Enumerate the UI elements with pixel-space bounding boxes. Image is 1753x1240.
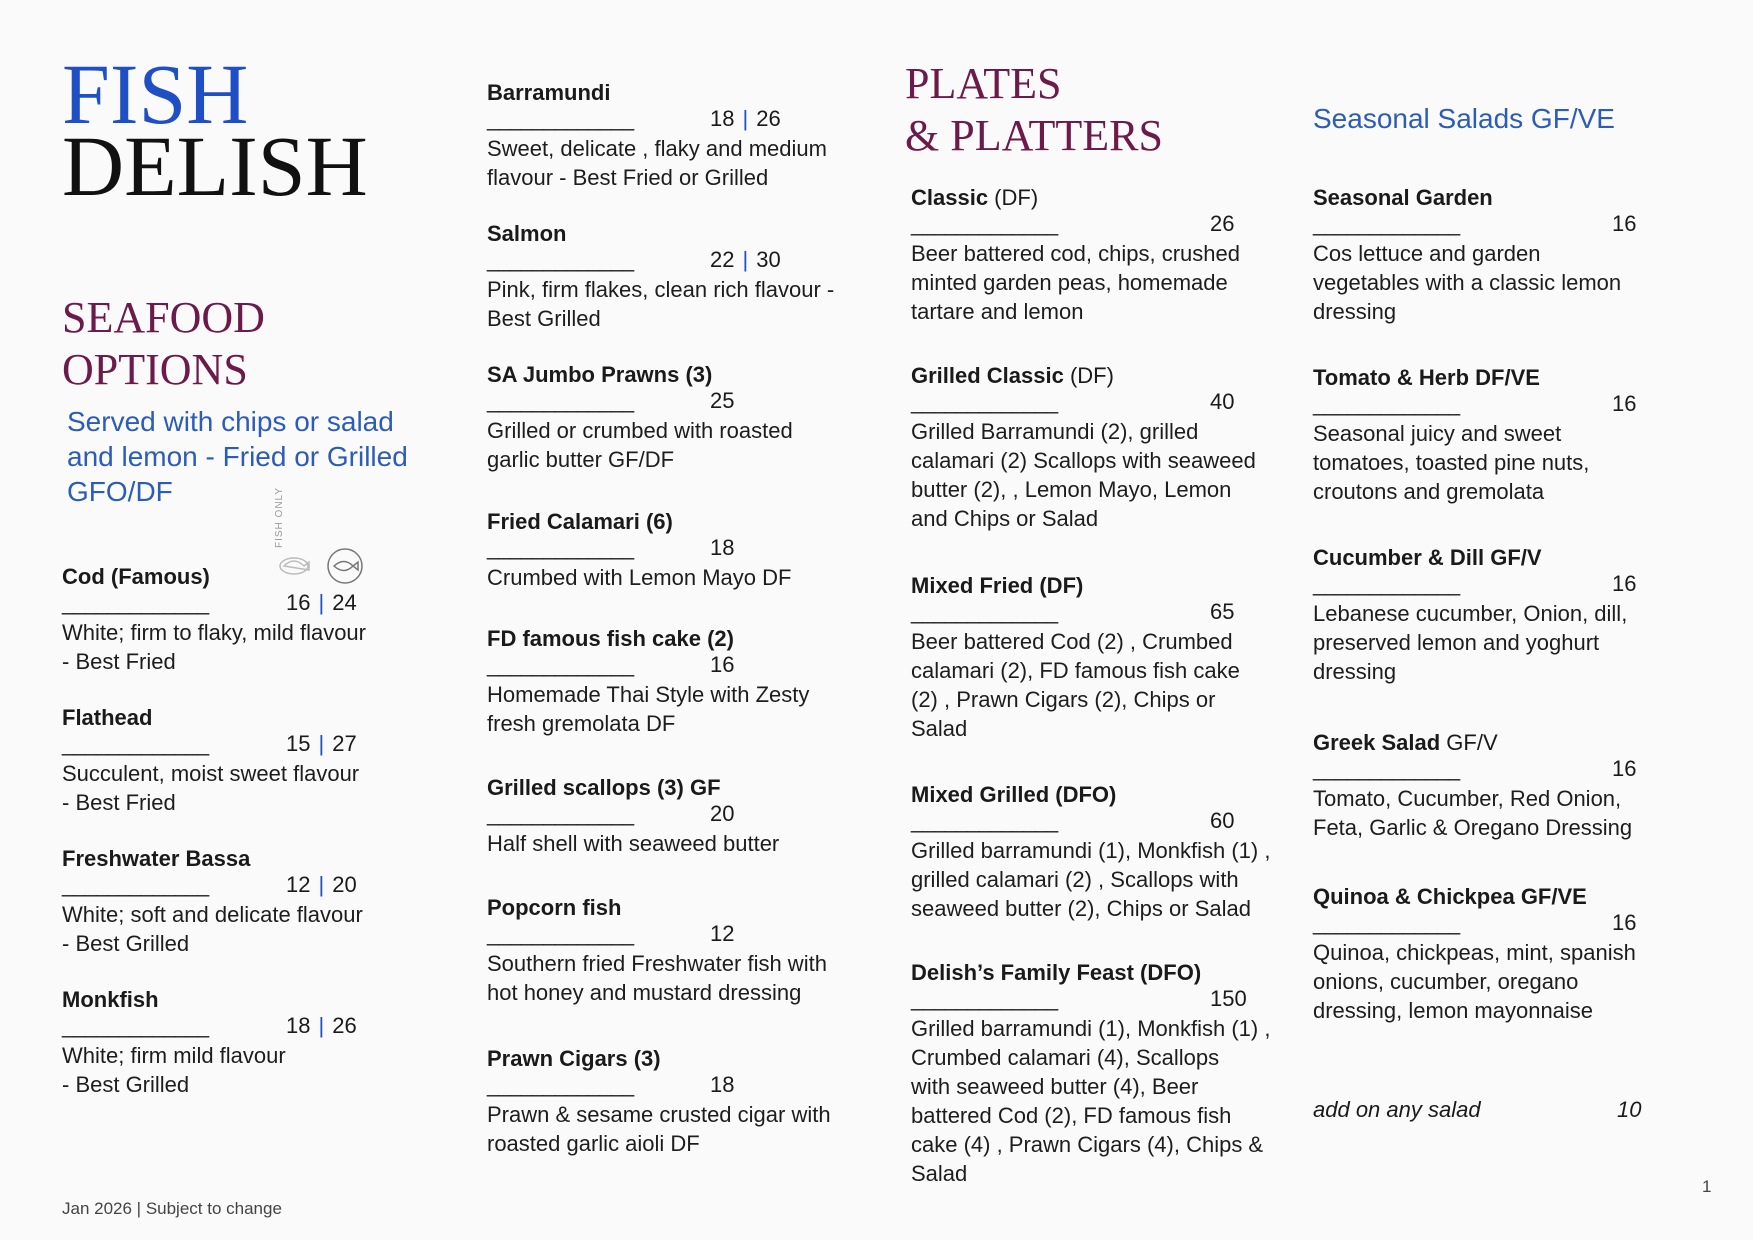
price-row (911, 211, 1281, 239)
description-line: Tomato, Cucumber, Red Onion, (1313, 786, 1622, 811)
description-line: garlic butter GF/DF (487, 447, 675, 472)
item-name (1313, 185, 1683, 211)
item-name-text: Prawn Cigars (3) (487, 1046, 661, 1071)
divider-line: _____________ (911, 211, 1058, 236)
divider-line: _____________ (487, 388, 634, 413)
item-description (1313, 599, 1683, 686)
item-name (487, 775, 857, 801)
description-line: Beer battered Cod (2) , Crumbed (911, 629, 1233, 654)
menu-item (62, 987, 432, 1099)
item-name-text: FD famous fish cake (2) (487, 626, 734, 651)
menu-item (1313, 884, 1683, 1025)
description-line: croutons and gremolata (1313, 479, 1545, 504)
page-number: 1 (1702, 1177, 1712, 1196)
price-row (911, 986, 1281, 1014)
price-large: 24 (332, 590, 357, 615)
description-line: White; soft and delicate flavour (62, 902, 363, 927)
description-line: with seaweed butter (4), Beer (911, 1074, 1199, 1099)
item-name-text: Classic (911, 185, 989, 210)
seafood-heading-line2: OPTIONS (62, 345, 248, 394)
item-description (911, 417, 1281, 533)
price-separator: | (742, 247, 749, 272)
description-line: - Best Grilled (62, 1072, 190, 1097)
description-line: hot honey and mustard dressing (487, 980, 802, 1005)
description-line: Prawn & sesame crusted cigar with (487, 1102, 831, 1127)
price-row (1313, 910, 1683, 938)
description-line: seaweed butter (2), Chips or Salad (911, 896, 1251, 921)
plates-heading (905, 58, 1163, 162)
menu-item (911, 363, 1281, 533)
price-small: 22 (710, 247, 735, 272)
price-separator: | (318, 590, 325, 615)
menu-item (62, 564, 432, 676)
menu-item (487, 509, 857, 592)
description-line: Best Grilled (487, 306, 601, 331)
description-line: Grilled barramundi (1), Monkfish (1) , (911, 1016, 1271, 1041)
divider-line: _____________ (487, 652, 634, 677)
item-name-text: Freshwater Bassa (62, 846, 251, 871)
price-row (62, 872, 432, 900)
price-large: 26 (332, 1013, 357, 1038)
menu-item (487, 80, 857, 192)
description-line: Crumbed calamari (4), Scallops (911, 1045, 1220, 1070)
item-name (487, 221, 857, 247)
description-line: roasted garlic aioli DF (487, 1131, 700, 1156)
divider-line: _____________ (62, 731, 209, 756)
description-line: Cos lettuce and garden (1313, 241, 1541, 266)
addon-price: 10 (1617, 1097, 1642, 1122)
price-row (62, 731, 432, 759)
price-row (911, 599, 1281, 627)
divider-line: _____________ (1313, 910, 1460, 935)
price-large: 20 (332, 872, 357, 897)
price-separator: | (318, 1013, 325, 1038)
price-large: 30 (756, 247, 781, 272)
item-name-text: Grilled Classic (911, 363, 1064, 388)
item-description (62, 759, 432, 817)
description-line: vegetables with a classic lemon (1313, 270, 1622, 295)
price-row (1313, 571, 1683, 599)
price-row (487, 1072, 857, 1100)
description-line: Crumbed with Lemon Mayo DF (487, 565, 792, 590)
description-line: White; firm to flaky, mild flavour (62, 620, 366, 645)
brand-line1: FISH (62, 46, 249, 142)
description-line: Grilled barramundi (1), Monkfish (1) , (911, 838, 1271, 863)
item-description (487, 1100, 857, 1158)
item-price: 18 (710, 535, 735, 560)
description-line: Feta, Garlic & Oregano Dressing (1313, 815, 1633, 840)
divider-line: _____________ (1313, 211, 1460, 236)
price-row (487, 801, 857, 829)
price-row (487, 388, 857, 416)
menu-item (62, 705, 432, 817)
item-name (911, 363, 1281, 389)
menu-item (1313, 185, 1683, 326)
divider-line: _____________ (1313, 391, 1460, 416)
divider-line: _____________ (1313, 756, 1460, 781)
footer-note: Jan 2026 | Subject to change (62, 1199, 282, 1218)
item-name-text: Cucumber & Dill GF/V (1313, 545, 1542, 570)
item-tag: (DF) (1063, 363, 1114, 388)
item-name (1313, 545, 1683, 571)
menu-item (487, 775, 857, 858)
item-name (487, 626, 857, 652)
item-name (62, 987, 432, 1013)
description-line: Homemade Thai Style with Zesty (487, 682, 810, 707)
price-small: 18 (710, 106, 735, 131)
divider-line: _____________ (487, 1072, 634, 1097)
price-row (1313, 391, 1683, 419)
divider-line: _____________ (1313, 571, 1460, 596)
menu-item (911, 960, 1281, 1188)
description-line: butter (2), , Lemon Mayo, Lemon (911, 477, 1232, 502)
description-line: - Best Fried (62, 649, 176, 674)
description-line: and Chips or Salad (911, 506, 1099, 531)
description-line: grilled calamari (2) , Scallops with (911, 867, 1239, 892)
item-name-text: Quinoa & Chickpea GF/VE (1313, 884, 1587, 909)
menu-item (911, 573, 1281, 743)
divider-line: _____________ (911, 986, 1058, 1011)
item-price (286, 590, 357, 616)
price-row (911, 808, 1281, 836)
item-name-text: Delish’s Family Feast (DFO) (911, 960, 1202, 985)
description-line: Seasonal juicy and sweet (1313, 421, 1562, 446)
description-line: fresh gremolata DF (487, 711, 676, 736)
price-row (62, 590, 432, 618)
serving-note: Served with chips or salad and lemon - Fried or Grilled GFO/DF (67, 406, 408, 507)
item-price: 18 (710, 1072, 735, 1097)
price-row (487, 652, 857, 680)
item-price: 16 (1612, 571, 1637, 596)
description-line: calamari (2), FD famous fish cake (911, 658, 1240, 683)
item-description (487, 949, 857, 1007)
description-line: Salad (911, 1161, 968, 1186)
item-description (1313, 239, 1683, 326)
salads-heading: Seasonal Salads GF/VE (1313, 103, 1615, 134)
price-row (1313, 211, 1683, 239)
description-line: Lebanese cucumber, Onion, dill, (1313, 601, 1628, 626)
description-line: Southern fried Freshwater fish with (487, 951, 827, 976)
menu-item (487, 895, 857, 1007)
item-price (710, 247, 781, 273)
item-price: 12 (710, 921, 735, 946)
item-name (487, 80, 857, 106)
price-separator: | (318, 872, 325, 897)
item-name-text: Greek Salad (1313, 730, 1441, 755)
item-price: 16 (1612, 910, 1637, 935)
description-line: Pink, firm flakes, clean rich flavour - (487, 277, 835, 302)
item-price: 65 (1210, 599, 1235, 624)
item-name-text: Seasonal Garden (1313, 185, 1493, 210)
item-name (1313, 884, 1683, 910)
description-line: minted garden peas, homemade (911, 270, 1228, 295)
description-line: Salad (911, 716, 968, 741)
brand-logo (62, 46, 368, 214)
item-price: 20 (710, 801, 735, 826)
menu-item (487, 362, 857, 474)
item-name-text: Mixed Grilled (DFO) (911, 782, 1117, 807)
price-small: 18 (286, 1013, 311, 1038)
menu-item (62, 846, 432, 958)
item-description (62, 618, 432, 676)
item-description (911, 627, 1281, 743)
item-name-text: Fried Calamari (6) (487, 509, 673, 534)
item-description (487, 134, 857, 192)
item-description (487, 275, 857, 333)
description-line: onions, cucumber, oregano (1313, 969, 1579, 994)
item-description (911, 239, 1281, 326)
menu-item (487, 1046, 857, 1158)
divider-line: _____________ (487, 106, 634, 131)
menu-item (911, 782, 1281, 923)
price-row (1313, 756, 1683, 784)
divider-line: _____________ (62, 872, 209, 897)
item-price (286, 872, 357, 898)
item-price: 26 (1210, 211, 1235, 236)
price-separator: | (318, 731, 325, 756)
menu-item (1313, 730, 1683, 842)
item-name (911, 782, 1281, 808)
item-price: 60 (1210, 808, 1235, 833)
item-name (911, 573, 1281, 599)
item-name (487, 895, 857, 921)
description-line: Quinoa, chickpeas, mint, spanish (1313, 940, 1636, 965)
item-name (1313, 365, 1683, 391)
divider-line: _____________ (487, 247, 634, 272)
price-row (487, 106, 857, 134)
item-description (1313, 419, 1683, 506)
divider-line: _____________ (487, 921, 634, 946)
item-description (487, 563, 857, 592)
plates-heading-line2: & PLATTERS (905, 111, 1163, 160)
divider-line: _____________ (911, 808, 1058, 833)
item-name (487, 362, 857, 388)
item-price: 16 (710, 652, 735, 677)
item-name-text: Barramundi (487, 80, 611, 105)
fish-only-label: FISH ONLY (274, 486, 285, 548)
divider-line: _____________ (911, 389, 1058, 414)
divider-line: _____________ (62, 590, 209, 615)
description-line: Grilled or crumbed with roasted (487, 418, 793, 443)
item-name-text: Grilled scallops (3) GF (487, 775, 721, 800)
seafood-heading (62, 292, 265, 396)
item-price: 16 (1612, 391, 1637, 416)
item-description (487, 829, 857, 858)
item-name-text: Monkfish (62, 987, 159, 1012)
price-row (487, 921, 857, 949)
description-line: cake (4) , Prawn Cigars (4), Chips & (911, 1132, 1264, 1157)
price-row (911, 389, 1281, 417)
menu-item (911, 185, 1281, 326)
item-name (911, 960, 1281, 986)
item-description (1313, 938, 1683, 1025)
price-small: 15 (286, 731, 311, 756)
plates-heading-line1: PLATES (905, 59, 1062, 108)
item-name-text: Flathead (62, 705, 153, 730)
item-name-text: Popcorn fish (487, 895, 622, 920)
description-line: Succulent, moist sweet flavour (62, 761, 360, 786)
item-name (62, 705, 432, 731)
menu-item (487, 221, 857, 333)
item-name (487, 509, 857, 535)
item-name (62, 564, 432, 590)
description-line: Sweet, delicate , flaky and medium (487, 136, 827, 161)
seafood-heading-line1: SEAFOOD (62, 293, 265, 342)
price-small: 16 (286, 590, 311, 615)
description-line: Grilled Barramundi (2), grilled (911, 419, 1199, 444)
price-separator: | (742, 106, 749, 131)
divider-line: _____________ (487, 535, 634, 560)
description-line: dressing, lemon mayonnaise (1313, 998, 1594, 1023)
price-row (62, 1013, 432, 1041)
item-description (911, 836, 1281, 923)
menu-item (487, 626, 857, 738)
item-description (62, 1041, 432, 1099)
item-price: 25 (710, 388, 735, 413)
description-line: - Best Fried (62, 790, 176, 815)
item-tag: (DF) (988, 185, 1039, 210)
item-price: 150 (1210, 986, 1247, 1011)
item-name-text: Salmon (487, 221, 567, 246)
price-large: 26 (756, 106, 781, 131)
item-price: 16 (1612, 211, 1637, 236)
item-name (487, 1046, 857, 1072)
description-line: preserved lemon and yoghurt (1313, 630, 1600, 655)
item-description (487, 416, 857, 474)
description-line: White; firm mild flavour (62, 1043, 286, 1068)
item-name-text: SA Jumbo Prawns (3) (487, 362, 713, 387)
menu-item (1313, 365, 1683, 506)
item-price (286, 1013, 357, 1039)
description-line: - Best Grilled (62, 931, 190, 956)
item-description (487, 680, 857, 738)
brand-line2: DELISH (62, 118, 368, 214)
item-name (911, 185, 1281, 211)
item-name-text: Tomato & Herb DF/VE (1313, 365, 1540, 390)
item-description (1313, 784, 1683, 842)
divider-line: _____________ (911, 599, 1058, 624)
item-name-text: Mixed Fried (DF) (911, 573, 1084, 598)
item-name (62, 846, 432, 872)
item-price: 16 (1612, 756, 1637, 781)
price-large: 27 (332, 731, 357, 756)
description-line: tartare and lemon (911, 299, 1084, 324)
description-line: calamari (2) Scallops with seaweed (911, 448, 1256, 473)
price-row (487, 535, 857, 563)
item-description (911, 1014, 1281, 1188)
description-line: tomatoes, toasted pine nuts, (1313, 450, 1590, 475)
item-price: 40 (1210, 389, 1235, 414)
menu-item (1313, 545, 1683, 686)
addon-label: add on any salad (1313, 1097, 1481, 1122)
description-line: (2) , Prawn Cigars (2), Chips or (911, 687, 1216, 712)
description-line: Beer battered cod, chips, crushed (911, 241, 1240, 266)
item-name-text: Cod (Famous) (62, 564, 210, 589)
price-row (487, 247, 857, 275)
item-price (710, 106, 781, 132)
description-line: dressing (1313, 299, 1397, 324)
divider-line: _____________ (487, 801, 634, 826)
item-price (286, 731, 357, 757)
description-line: Half shell with seaweed butter (487, 831, 780, 856)
divider-line: _____________ (62, 1013, 209, 1038)
description-line: dressing (1313, 659, 1397, 684)
item-tag: GF/V (1440, 730, 1498, 755)
price-small: 12 (286, 872, 311, 897)
item-description (62, 900, 432, 958)
item-name (1313, 730, 1683, 756)
description-line: battered Cod (2), FD famous fish (911, 1103, 1232, 1128)
description-line: flavour - Best Fried or Grilled (487, 165, 769, 190)
